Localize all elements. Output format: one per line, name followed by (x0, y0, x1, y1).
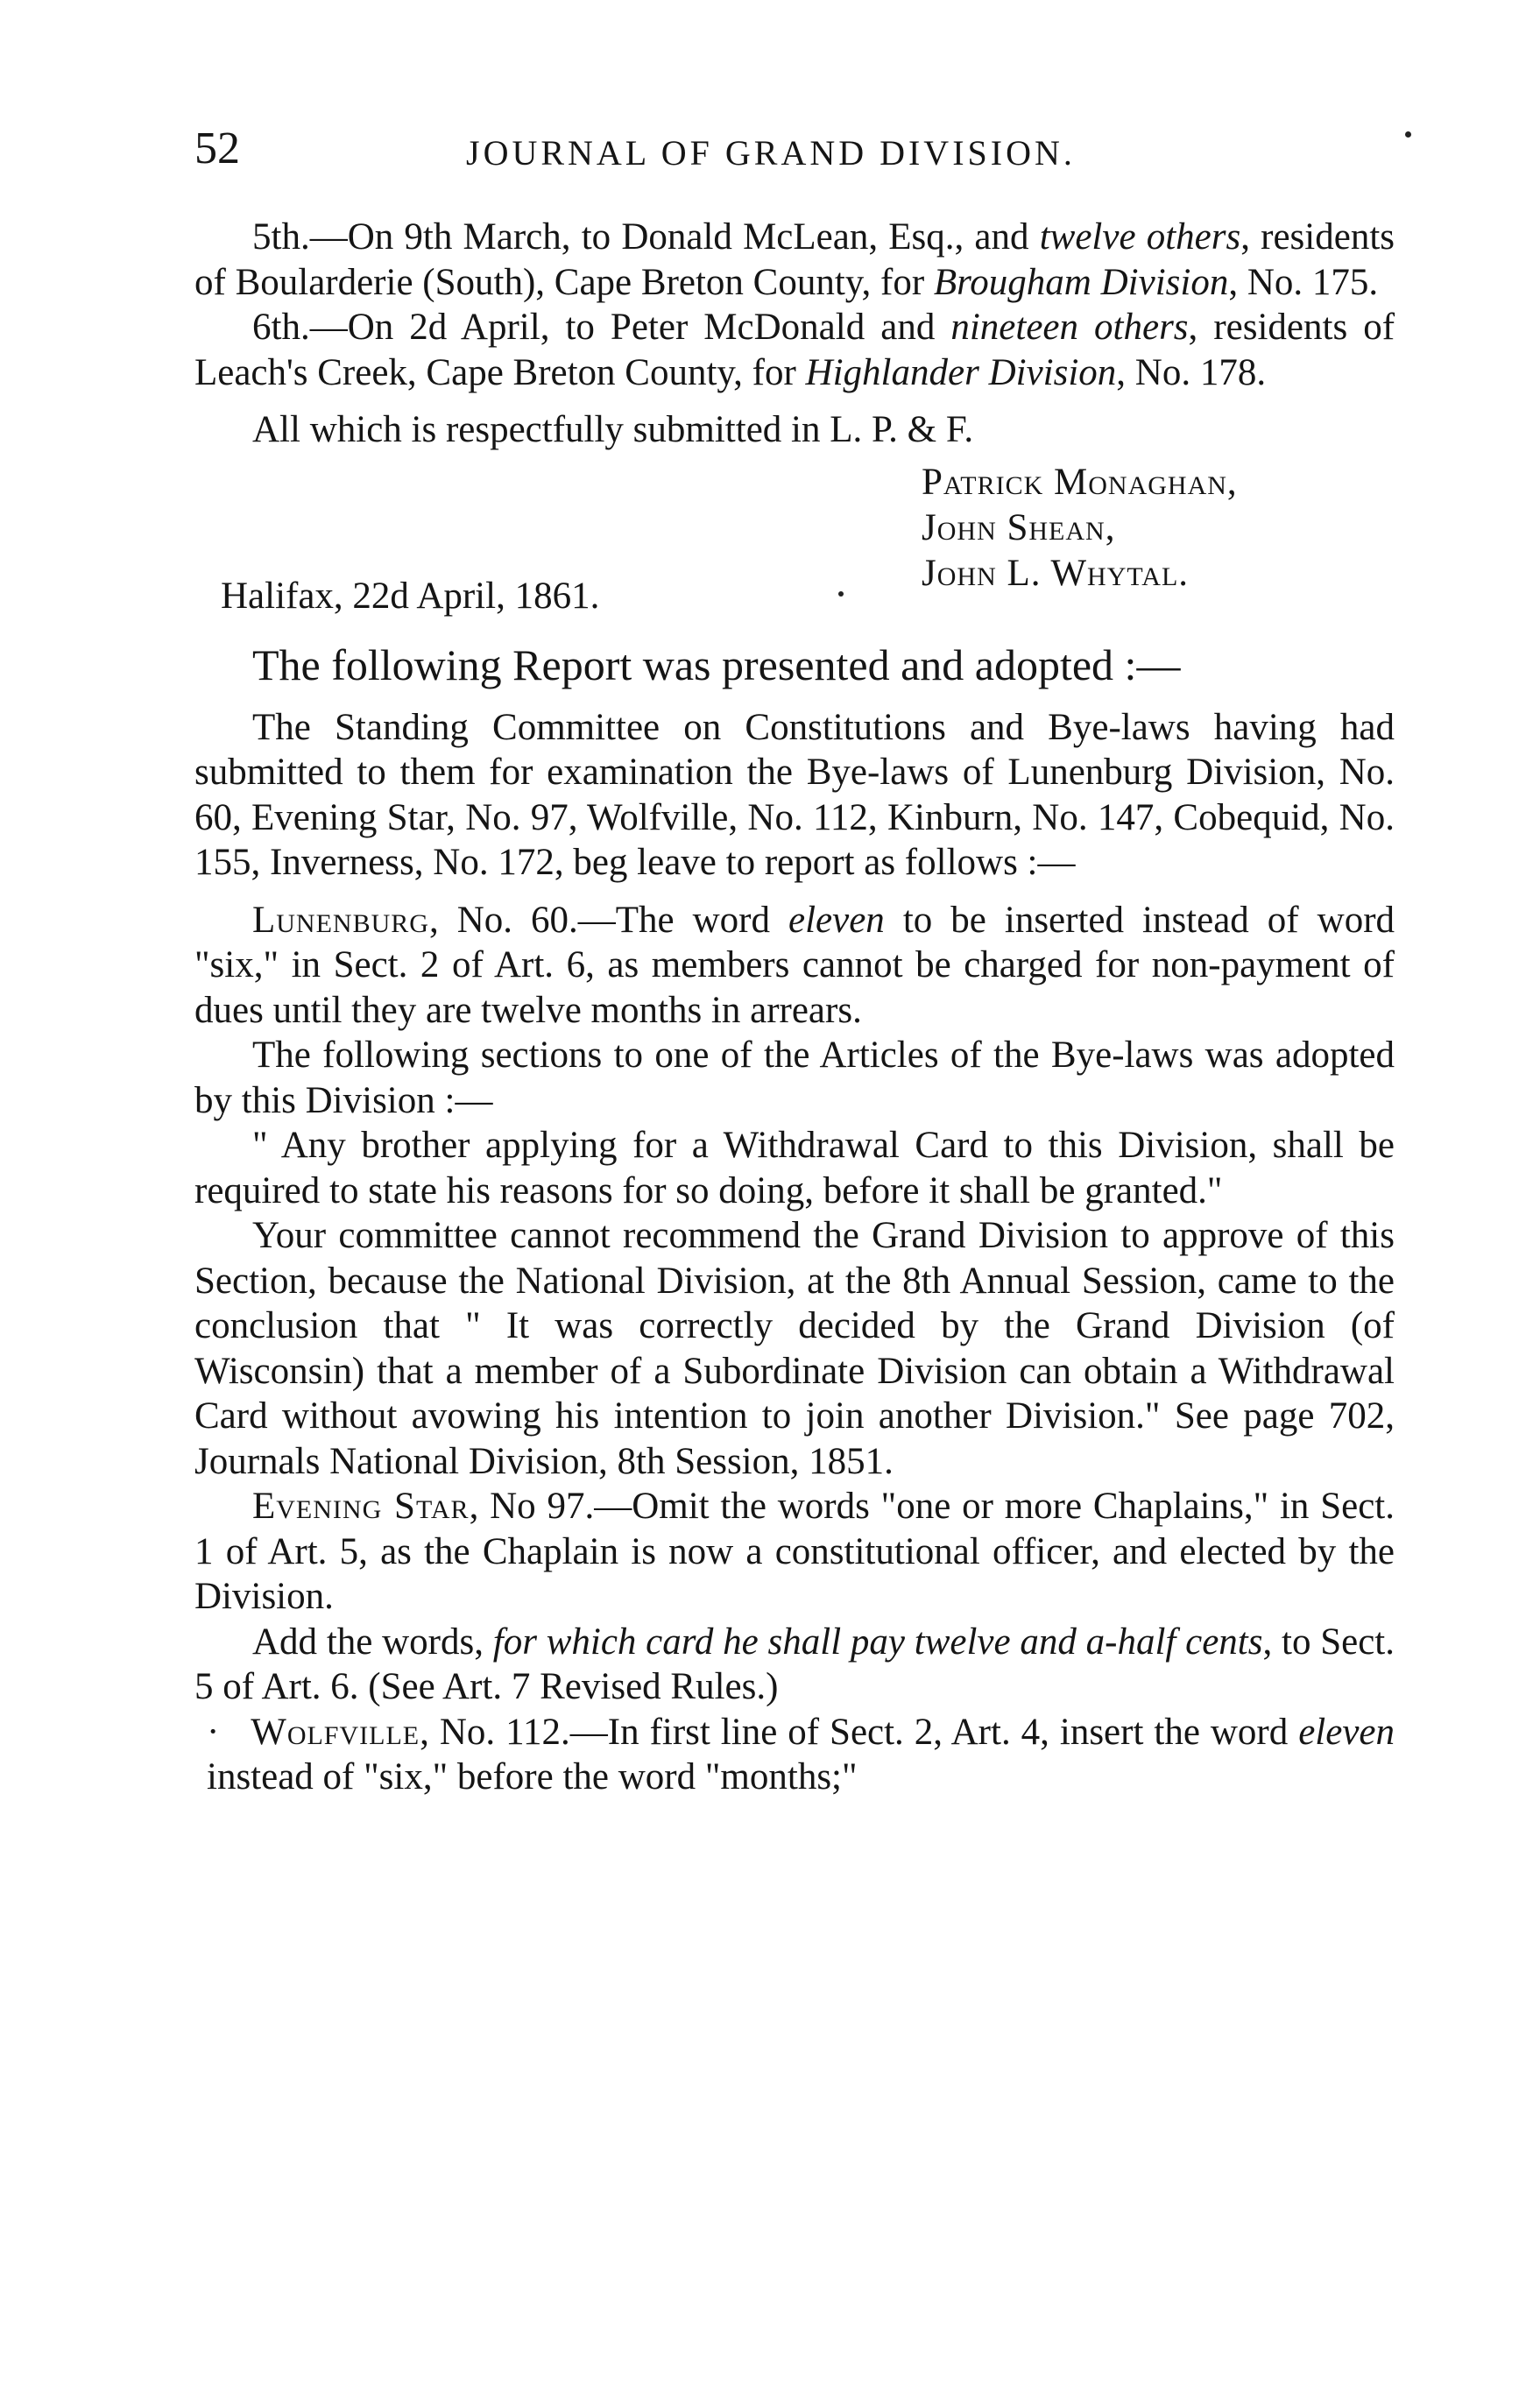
add-words-paragraph: Add the words, for which card he shall pay twelve and a-half cents, to Sect. 5 of Art. 6. (See Art. 7 Revised Rules.) (194, 1621, 1395, 1707)
evening-star-paragraph: Evening Star, No 97.—Omit the words "one or more Chaplains," in Sect. 1 of Art. 5, as the Chaplain is now a constitutional officer, and elected by the Division. (194, 1486, 1395, 1617)
submitted-line: All which is respectfully submitted in L. P. & F. (252, 409, 974, 450)
running-title: JOURNAL OF GRAND DIVISION. (466, 133, 1076, 173)
report-heading: The following Report was presented and adopted :— (252, 639, 1181, 689)
page-body (194, 215, 1395, 1800)
intro-paragraph: The Standing Committee on Constitutions and Bye-laws having had submitted to them for examination the Bye-laws of Lunenburg Division, No. 60, Evening Star, No. 97, Wolfville, No. 112, Kinburn, No. 147, Cobequid, No. 155, Inverness, No. 172, beg leave to report as follows :— (194, 706, 1395, 883)
ink-speck-2 (838, 591, 844, 597)
lunenburg-paragraph: Lunenburg, No. 60.—The word eleven to be inserted instead of word "six," in Sect. 2 of Art. 6, as members cannot be charged for non-payment of dues until they are twelve months in arrears. (194, 899, 1395, 1031)
following-sections-paragraph: The following sections to one of the Articles of the Bye-laws was adopted by this Division :— (194, 1035, 1395, 1121)
committee-paragraph: Your committee cannot recommend the Grand Division to approve of this Section, because the National Division, at the 8th Annual Session, came to the conclusion that " It was correctly decided by the Grand Division (of Wisconsin) that a member of a Subordinate Division can obtain a Withdrawal Card without avowing his intention to join another Division." See page 702, Journals National Division, 8th Session, 1851. (194, 1215, 1395, 1482)
place-date: Halifax, 22d April, 1861. (221, 575, 600, 617)
signatory-2: John Shean, (922, 506, 1116, 548)
item-fifth: 5th.—On 9th March, to Donald McLean, Esq., and twelve others, residents of Boularderie (South), Cape Breton County, for Brougham Division, No. 175. (194, 216, 1395, 303)
signature-block (194, 460, 1395, 626)
page-header (194, 123, 1395, 184)
wolfville-paragraph: · Wolfville, No. 112.—In first line of Sect. 2, Art. 4, insert the word eleven instead of "six," before the word "months;" (207, 1711, 1395, 1797)
quoted-section: " Any brother applying for a Withdrawal Card to this Division, shall be required to state his reasons for so doing, before it shall be granted." (194, 1125, 1395, 1211)
item-sixth: 6th.—On 2d April, to Peter McDonald and nineteen others, residents of Leach's Creek, Cape Breton County, for Highlander Division, No. 178. (194, 307, 1395, 393)
page-number: 52 (194, 124, 240, 173)
ink-speck (1405, 131, 1411, 138)
signatory-1: Patrick Monaghan, (922, 461, 1238, 503)
signatory-3: John L. Whytal. (922, 552, 1190, 594)
